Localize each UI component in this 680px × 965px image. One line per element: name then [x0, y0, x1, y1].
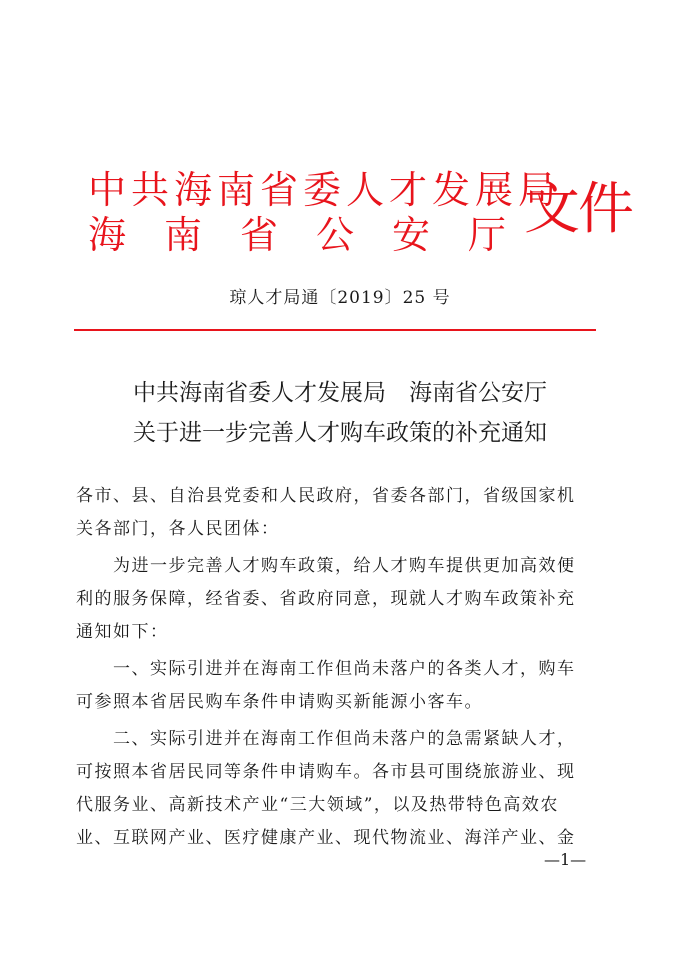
red-divider [74, 329, 596, 331]
body-line: 关各部门，各人民团体： [76, 519, 280, 539]
document-number: 琼人才局通〔2019〕25 号 [229, 288, 451, 308]
body-line: 通知如下： [76, 622, 169, 642]
body-line: 二、实际引进并在海南工作但尚未落户的急需紧缺人才， [76, 729, 576, 749]
issuer-char: 海 [88, 213, 132, 257]
issuer-char: 安 [392, 213, 436, 257]
issuer-char: 公 [316, 213, 360, 257]
body-line: 一、实际引进并在海南工作但尚未落户的各类人才，购车 [76, 659, 576, 679]
body-line: 利的服务保障，经省委、省政府同意，现就人才购车政策补充 [76, 589, 576, 609]
issuer-name-line-1: 中共海南省委人才发展局 [88, 168, 562, 212]
body-line: 代服务业、高新技术产业“三大领域”，以及热带特色高效农 [76, 795, 559, 815]
document-type-label: 文件 [524, 177, 632, 242]
issuer-char: 厅 [468, 213, 512, 257]
body-line: 为进一步完善人才购车政策，给人才购车提供更加高效便 [76, 556, 576, 576]
document-title-line-2: 关于进一步完善人才购车政策的补充通知 [133, 420, 547, 446]
issuer-char: 省 [240, 213, 284, 257]
body-line: 可按照本省居民同等条件申请购车。各市县可围绕旅游业、现 [76, 762, 576, 782]
document-body [76, 480, 606, 855]
page-number: —1— [544, 850, 587, 869]
body-line: 各市、县、自治县党委和人民政府，省委各部门，省级国家机 [76, 486, 576, 506]
document-title-line-1: 中共海南省委人才发展局 海南省公安厅 [133, 380, 547, 406]
body-line: 业、互联网产业、医疗健康产业、现代物流业、海洋产业、金 [76, 828, 576, 848]
issuer-char: 南 [164, 213, 208, 257]
body-line: 可参照本省居民购车条件申请购买新能源小客车。 [76, 692, 483, 712]
issuer-name-line-2 [88, 213, 544, 257]
